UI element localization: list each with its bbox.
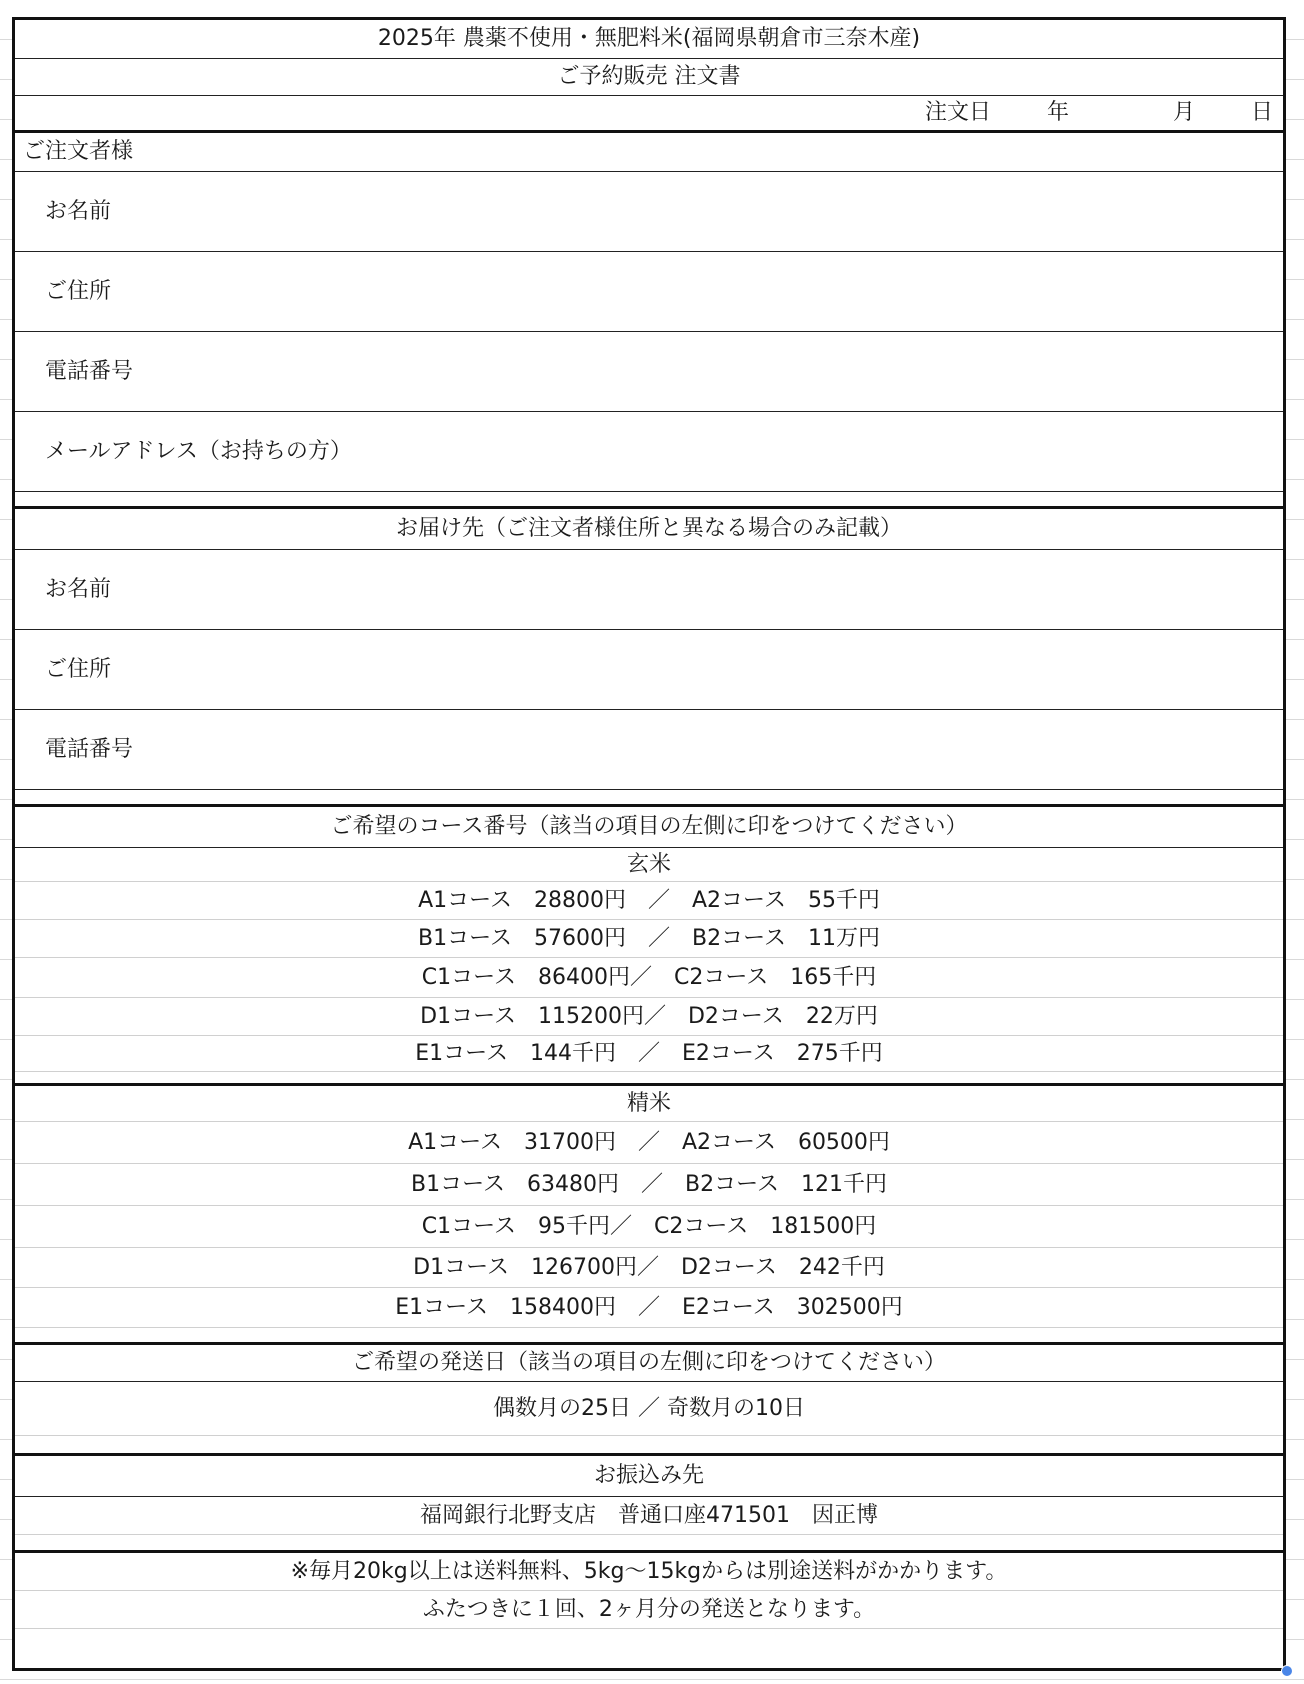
delivery-phone-field[interactable] xyxy=(15,710,1283,790)
payment-account: 福岡銀行北野支店 普通口座471501 因正博 xyxy=(15,1497,1283,1535)
order-date-row[interactable] xyxy=(15,96,1283,133)
form-title: 2025年 農薬不使用・無肥料米(福岡県朝倉市三奈木産) xyxy=(15,20,1283,59)
spacer-row xyxy=(15,1436,1283,1456)
delivery-name-label: お名前 xyxy=(45,576,112,602)
order-year-label: 年 xyxy=(1046,100,1069,125)
polished-rice-title: 精米 xyxy=(15,1086,1283,1122)
payment-section-title: お振込み先 xyxy=(15,1456,1283,1497)
spacer-row xyxy=(15,790,1283,807)
orderer-phone-field[interactable] xyxy=(15,332,1283,412)
brown-rice-course-row[interactable]: D1コース 115200円／ D2コース 22万円 xyxy=(15,998,1283,1036)
form-subtitle: ご予約販売 注文書 xyxy=(15,59,1283,96)
brown-rice-course-row[interactable]: A1コース 28800円 ／ A2コース 55千円 xyxy=(15,882,1283,920)
orderer-name-label: お名前 xyxy=(45,198,112,224)
shipping-note: ※毎月20kg以上は送料無料、5kg〜15kgからは別途送料がかかります。 xyxy=(15,1553,1283,1591)
order-day-label: 日 xyxy=(1250,100,1273,125)
brown-rice-course-row[interactable]: B1コース 57600円 ／ B2コース 11万円 xyxy=(15,920,1283,958)
polished-rice-course-row[interactable]: C1コース 95千円／ C2コース 181500円 xyxy=(15,1206,1283,1248)
polished-rice-course-row[interactable]: B1コース 63480円 ／ B2コース 121千円 xyxy=(15,1164,1283,1206)
order-month-label: 月 xyxy=(1172,100,1195,125)
spacer-row xyxy=(15,492,1283,509)
orderer-address-field[interactable] xyxy=(15,252,1283,332)
spacer-row xyxy=(15,1328,1283,1345)
delivery-address-field[interactable] xyxy=(15,630,1283,710)
polished-rice-course-row[interactable]: A1コース 31700円 ／ A2コース 60500円 xyxy=(15,1122,1283,1164)
brown-rice-course-row[interactable]: C1コース 86400円／ C2コース 165千円 xyxy=(15,958,1283,998)
orderer-email-label: メールアドレス（お持ちの方） xyxy=(45,438,352,464)
order-date-label: 注文日 xyxy=(924,100,991,125)
orderer-phone-label: 電話番号 xyxy=(45,358,134,384)
polished-rice-course-row[interactable]: D1コース 126700円／ D2コース 242千円 xyxy=(15,1248,1283,1288)
spacer-row xyxy=(15,1535,1283,1553)
polished-rice-course-row[interactable]: E1コース 158400円 ／ E2コース 302500円 xyxy=(15,1288,1283,1328)
selection-fill-handle[interactable] xyxy=(1281,1665,1293,1677)
delivery-phone-label: 電話番号 xyxy=(45,736,134,762)
delivery-address-label: ご住所 xyxy=(45,656,112,682)
shipping-options[interactable]: 偶数月の25日 ／ 奇数月の10日 xyxy=(15,1382,1283,1436)
shipping-frequency-note: ふたつきに１回、2ヶ月分の発送となります。 xyxy=(15,1591,1283,1629)
brown-rice-title: 玄米 xyxy=(15,848,1283,882)
orderer-email-field[interactable] xyxy=(15,412,1283,492)
brown-rice-course-row[interactable]: E1コース 144千円 ／ E2コース 275千円 xyxy=(15,1036,1283,1072)
orderer-address-label: ご住所 xyxy=(45,278,112,304)
spacer-row xyxy=(15,1072,1283,1086)
orderer-name-field[interactable] xyxy=(15,172,1283,252)
delivery-name-field[interactable] xyxy=(15,550,1283,630)
course-section-title: ご希望のコース番号（該当の項目の左側に印をつけてください） xyxy=(15,807,1283,848)
order-form xyxy=(12,17,1286,1671)
delivery-section-title: お届け先（ご注文者様住所と異なる場合のみ記載） xyxy=(15,509,1283,550)
shipping-section-title: ご希望の発送日（該当の項目の左側に印をつけてください） xyxy=(15,1345,1283,1382)
orderer-section-title: ご注文者様 xyxy=(15,133,1283,172)
